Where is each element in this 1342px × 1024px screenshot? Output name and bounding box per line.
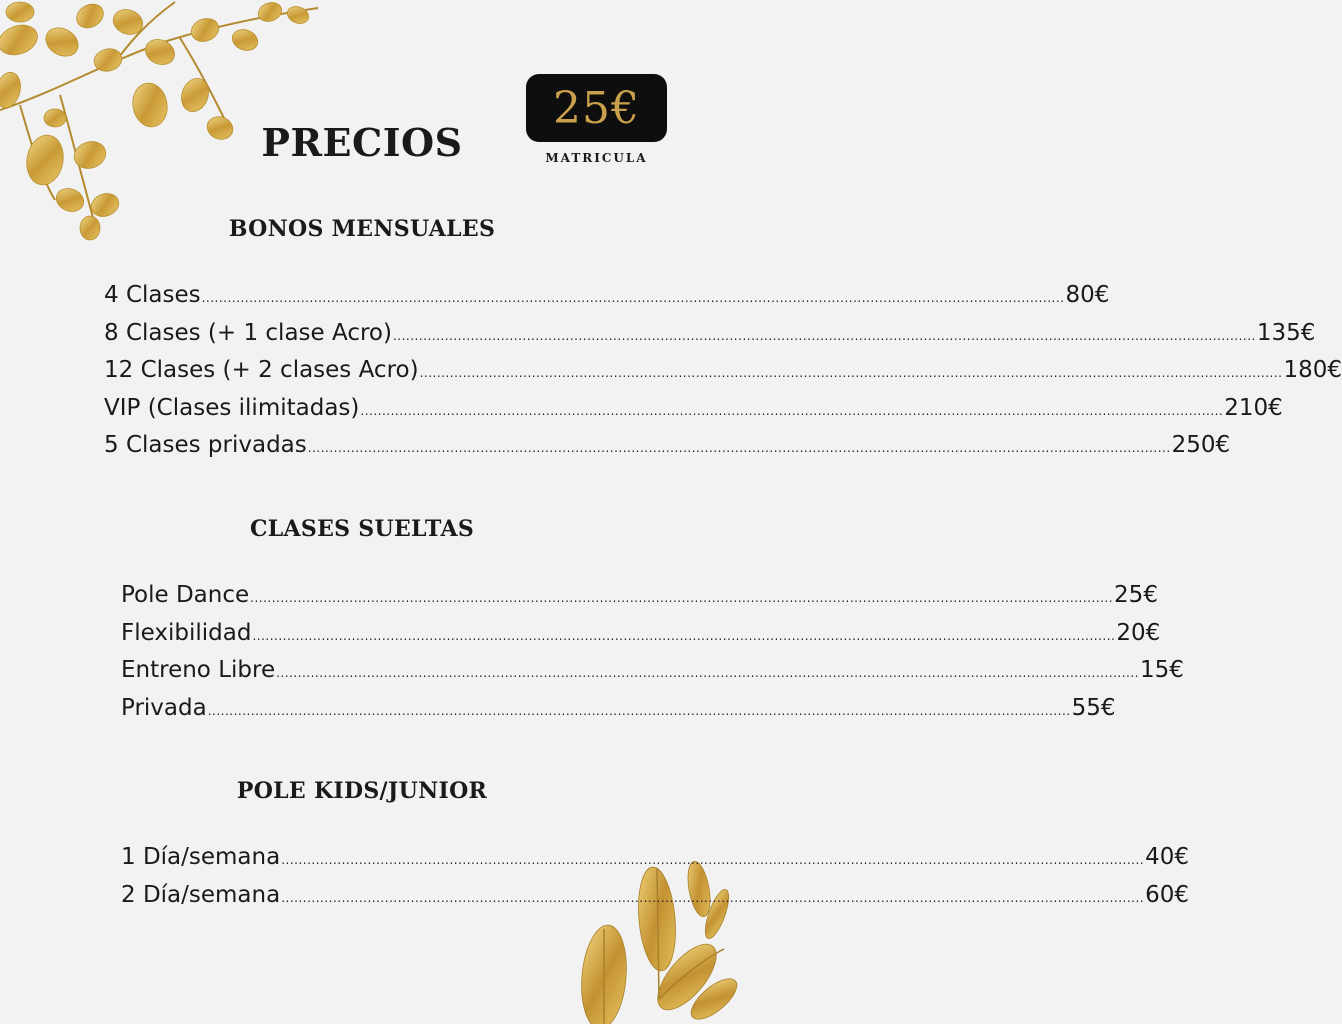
item-price: 135€ xyxy=(1256,319,1316,346)
price-row xyxy=(104,282,1110,320)
price-row xyxy=(104,394,1283,433)
price-list-pole-kids-junior xyxy=(121,844,1189,919)
item-name: 12 Clases (+ 2 clases Acro) xyxy=(104,357,419,383)
item-price: 60€ xyxy=(1145,881,1189,908)
price-row xyxy=(104,319,1316,358)
dot-leader: ........................................................................................................................................................................................................ xyxy=(252,628,1116,643)
item-price: 40€ xyxy=(1145,844,1189,870)
dot-leader: ........................................................................................................................................................................................................ xyxy=(360,403,1224,418)
item-name: VIP (Clases ilimitadas) xyxy=(104,394,360,421)
section-title-bonos-mensuales: BONOS MENSUALES xyxy=(228,216,496,242)
section-title-pole-kids-junior: POLE KIDS/JUNIOR xyxy=(236,778,488,804)
price-row xyxy=(104,357,1342,395)
registration-price: 25€ xyxy=(553,82,640,134)
dot-leader: ........................................................................................................................................................................................................ xyxy=(276,666,1139,680)
dot-leader: ........................................................................................................................................................................................................ xyxy=(392,328,1256,343)
page-title: PRECIOS xyxy=(261,120,463,165)
item-price: 15€ xyxy=(1139,657,1184,683)
item-price: 25€ xyxy=(1114,582,1158,608)
dot-leader: ........................................................................................................................................................................................................ xyxy=(281,853,1145,867)
item-name: 5 Clases privadas xyxy=(104,432,307,458)
registration-price-badge xyxy=(526,74,667,142)
item-price: 55€ xyxy=(1071,694,1116,721)
item-price: 20€ xyxy=(1116,619,1161,646)
dot-leader: ........................................................................................................................................................................................................ xyxy=(207,703,1071,718)
price-list-clases-sueltas xyxy=(121,582,1184,732)
item-name: 8 Clases (+ 1 clase Acro) xyxy=(104,319,392,346)
registration-caption: MATRICULA xyxy=(545,151,648,165)
price-row xyxy=(104,432,1231,470)
item-name: Privada xyxy=(121,694,207,721)
dot-leader: ........................................................................................................................................................................................................ xyxy=(201,291,1065,305)
dot-leader: ........................................................................................................................................................................................................ xyxy=(307,441,1171,455)
item-price: 80€ xyxy=(1065,282,1110,308)
item-name: Pole Dance xyxy=(121,582,250,608)
dot-leader: ........................................................................................................................................................................................................ xyxy=(250,591,1114,605)
section-title-clases-sueltas: CLASES SUELTAS xyxy=(249,516,475,542)
price-row xyxy=(121,694,1116,733)
price-row xyxy=(121,657,1184,695)
item-price: 210€ xyxy=(1224,394,1283,421)
price-list-bonos-mensuales xyxy=(104,282,1342,470)
item-name: Flexibilidad xyxy=(121,619,252,646)
item-name: 2 Día/semana xyxy=(121,881,281,908)
price-row xyxy=(121,582,1158,620)
price-row xyxy=(121,881,1189,920)
item-price: 180€ xyxy=(1283,357,1342,383)
dot-leader: ........................................................................................................................................................................................................ xyxy=(281,890,1145,905)
item-name: 1 Día/semana xyxy=(121,844,281,870)
item-name: Entreno Libre xyxy=(121,657,276,683)
price-row xyxy=(121,619,1161,658)
dot-leader: ........................................................................................................................................................................................................ xyxy=(419,366,1283,380)
price-row xyxy=(121,844,1189,882)
item-price: 250€ xyxy=(1171,432,1231,458)
item-name: 4 Clases xyxy=(104,282,201,308)
